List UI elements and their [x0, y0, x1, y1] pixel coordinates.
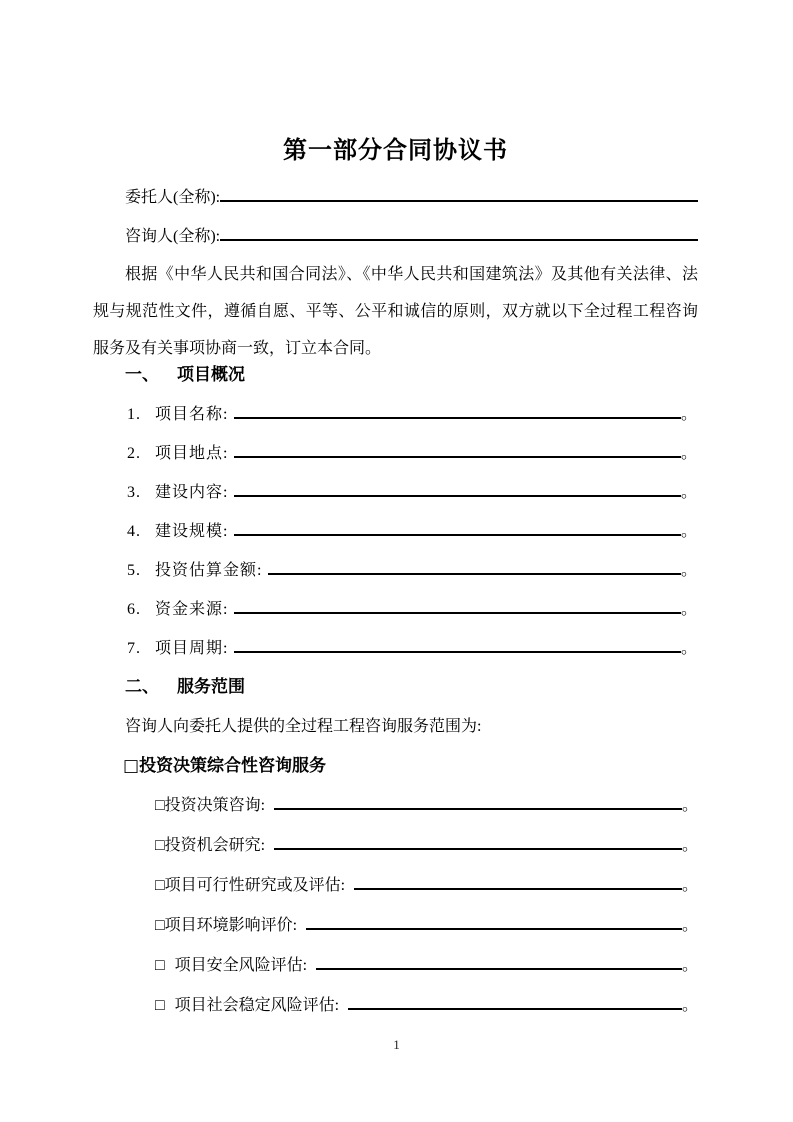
item-period: 。: [680, 445, 698, 462]
investment-opportunity-research-row: [155, 826, 698, 866]
investment-estimate-blank[interactable]: [268, 573, 681, 575]
construction-scale-label: 建设规模:: [155, 523, 229, 540]
investment-decision-consulting-label: 投资决策咨询:: [164, 797, 266, 814]
construction-scale-blank[interactable]: [234, 534, 681, 536]
project-name-row: [127, 395, 698, 434]
consultant-name-row: [125, 217, 698, 256]
item-number: 4.: [127, 523, 141, 540]
environmental-impact-assessment-label: 项目环境影响评价:: [164, 917, 298, 934]
construction-content-row: [127, 473, 698, 512]
feasibility-study-row: [155, 866, 698, 906]
page-number: 1: [393, 1037, 400, 1052]
item-period: 。: [680, 562, 698, 579]
group-heading-label: 投资决策综合性咨询服务: [139, 756, 327, 776]
item-number: 6.: [127, 601, 141, 618]
checkbox-icon[interactable]: □: [155, 877, 165, 894]
environmental-impact-assessment-blank[interactable]: [306, 928, 682, 930]
project-period-label: 项目周期:: [155, 640, 229, 657]
project-name-label: 项目名称:: [155, 406, 229, 423]
section-1-heading: [125, 356, 698, 395]
item-period: 。: [681, 917, 698, 934]
investment-estimate-row: [127, 551, 698, 590]
project-location-row: [127, 434, 698, 473]
investment-decision-consulting-row: [155, 786, 698, 826]
safety-risk-assessment-row: [155, 946, 698, 986]
consultant-name-blank[interactable]: [220, 239, 698, 241]
item-period: 。: [681, 837, 698, 854]
investment-estimate-label: 投资估算金额:: [155, 562, 263, 579]
section-2-number: 二、: [125, 677, 159, 697]
safety-risk-assessment-blank[interactable]: [316, 968, 682, 970]
item-period: 。: [681, 877, 698, 894]
safety-risk-assessment-label: 项目安全风险评估:: [174, 957, 308, 974]
item-number: 1.: [127, 406, 141, 423]
section-1-title: 项目概况: [177, 365, 245, 385]
project-period-row: [127, 629, 698, 668]
item-period: 。: [681, 997, 698, 1014]
project-location-blank[interactable]: [234, 456, 681, 458]
service-scope-intro: 咨询人向委托人提供的全过程工程咨询服务范围为:: [125, 718, 482, 735]
item-period: 。: [680, 601, 698, 618]
investment-opportunity-research-blank[interactable]: [274, 848, 682, 850]
consultant-name-label: 咨询人(全称):: [125, 228, 221, 245]
social-stability-risk-assessment-label: 项目社会稳定风险评估:: [174, 997, 340, 1014]
client-name-blank[interactable]: [220, 200, 698, 202]
funding-source-row: [127, 590, 698, 629]
investment-decision-consulting-blank[interactable]: [274, 808, 682, 810]
checkbox-icon[interactable]: □: [155, 997, 165, 1014]
project-name-blank[interactable]: [234, 417, 681, 419]
item-period: 。: [680, 484, 698, 501]
environmental-impact-assessment-row: [155, 906, 698, 946]
client-name-label: 委托人(全称):: [125, 189, 221, 206]
contract-preamble: 根据《中华人民共和国合同法》、《中华人民共和国建筑法》及其他有关法律、法规与规范性文件，遵循自愿、平等、公平和诚信的原则，双方就以下全过程工程咨询服务及有关事项协商一致，订立本合同。: [93, 266, 698, 357]
feasibility-study-blank[interactable]: [354, 888, 682, 890]
construction-content-blank[interactable]: [234, 495, 681, 497]
section-2-heading: [125, 668, 698, 707]
item-period: 。: [681, 797, 698, 814]
investment-consulting-group-heading: [123, 746, 698, 786]
construction-scale-row: [127, 512, 698, 551]
feasibility-study-label: 项目可行性研究或及评估:: [164, 877, 346, 894]
item-number: 7.: [127, 640, 141, 657]
checkbox-icon[interactable]: □: [123, 756, 140, 776]
investment-opportunity-research-label: 投资机会研究:: [164, 837, 266, 854]
construction-content-label: 建设内容:: [155, 484, 229, 501]
item-period: 。: [680, 406, 698, 423]
client-name-row: [125, 178, 698, 217]
checkbox-icon[interactable]: □: [155, 917, 165, 934]
item-period: 。: [680, 523, 698, 540]
project-period-blank[interactable]: [234, 651, 681, 653]
page-title: 第一部分合同协议书: [283, 136, 508, 164]
item-number: 5.: [127, 562, 141, 579]
section-1-number: 一、: [125, 365, 159, 385]
checkbox-icon[interactable]: □: [155, 957, 165, 974]
checkbox-icon[interactable]: □: [155, 797, 165, 814]
social-stability-risk-assessment-blank[interactable]: [348, 1008, 682, 1010]
item-number: 3.: [127, 484, 141, 501]
funding-source-label: 资金来源:: [155, 601, 229, 618]
social-stability-risk-assessment-row: [155, 986, 698, 1026]
item-period: 。: [680, 640, 698, 657]
checkbox-icon[interactable]: □: [155, 837, 165, 854]
funding-source-blank[interactable]: [234, 612, 681, 614]
item-number: 2.: [127, 445, 141, 462]
section-2-title: 服务范围: [177, 677, 245, 697]
item-period: 。: [681, 957, 698, 974]
project-location-label: 项目地点:: [155, 445, 229, 462]
